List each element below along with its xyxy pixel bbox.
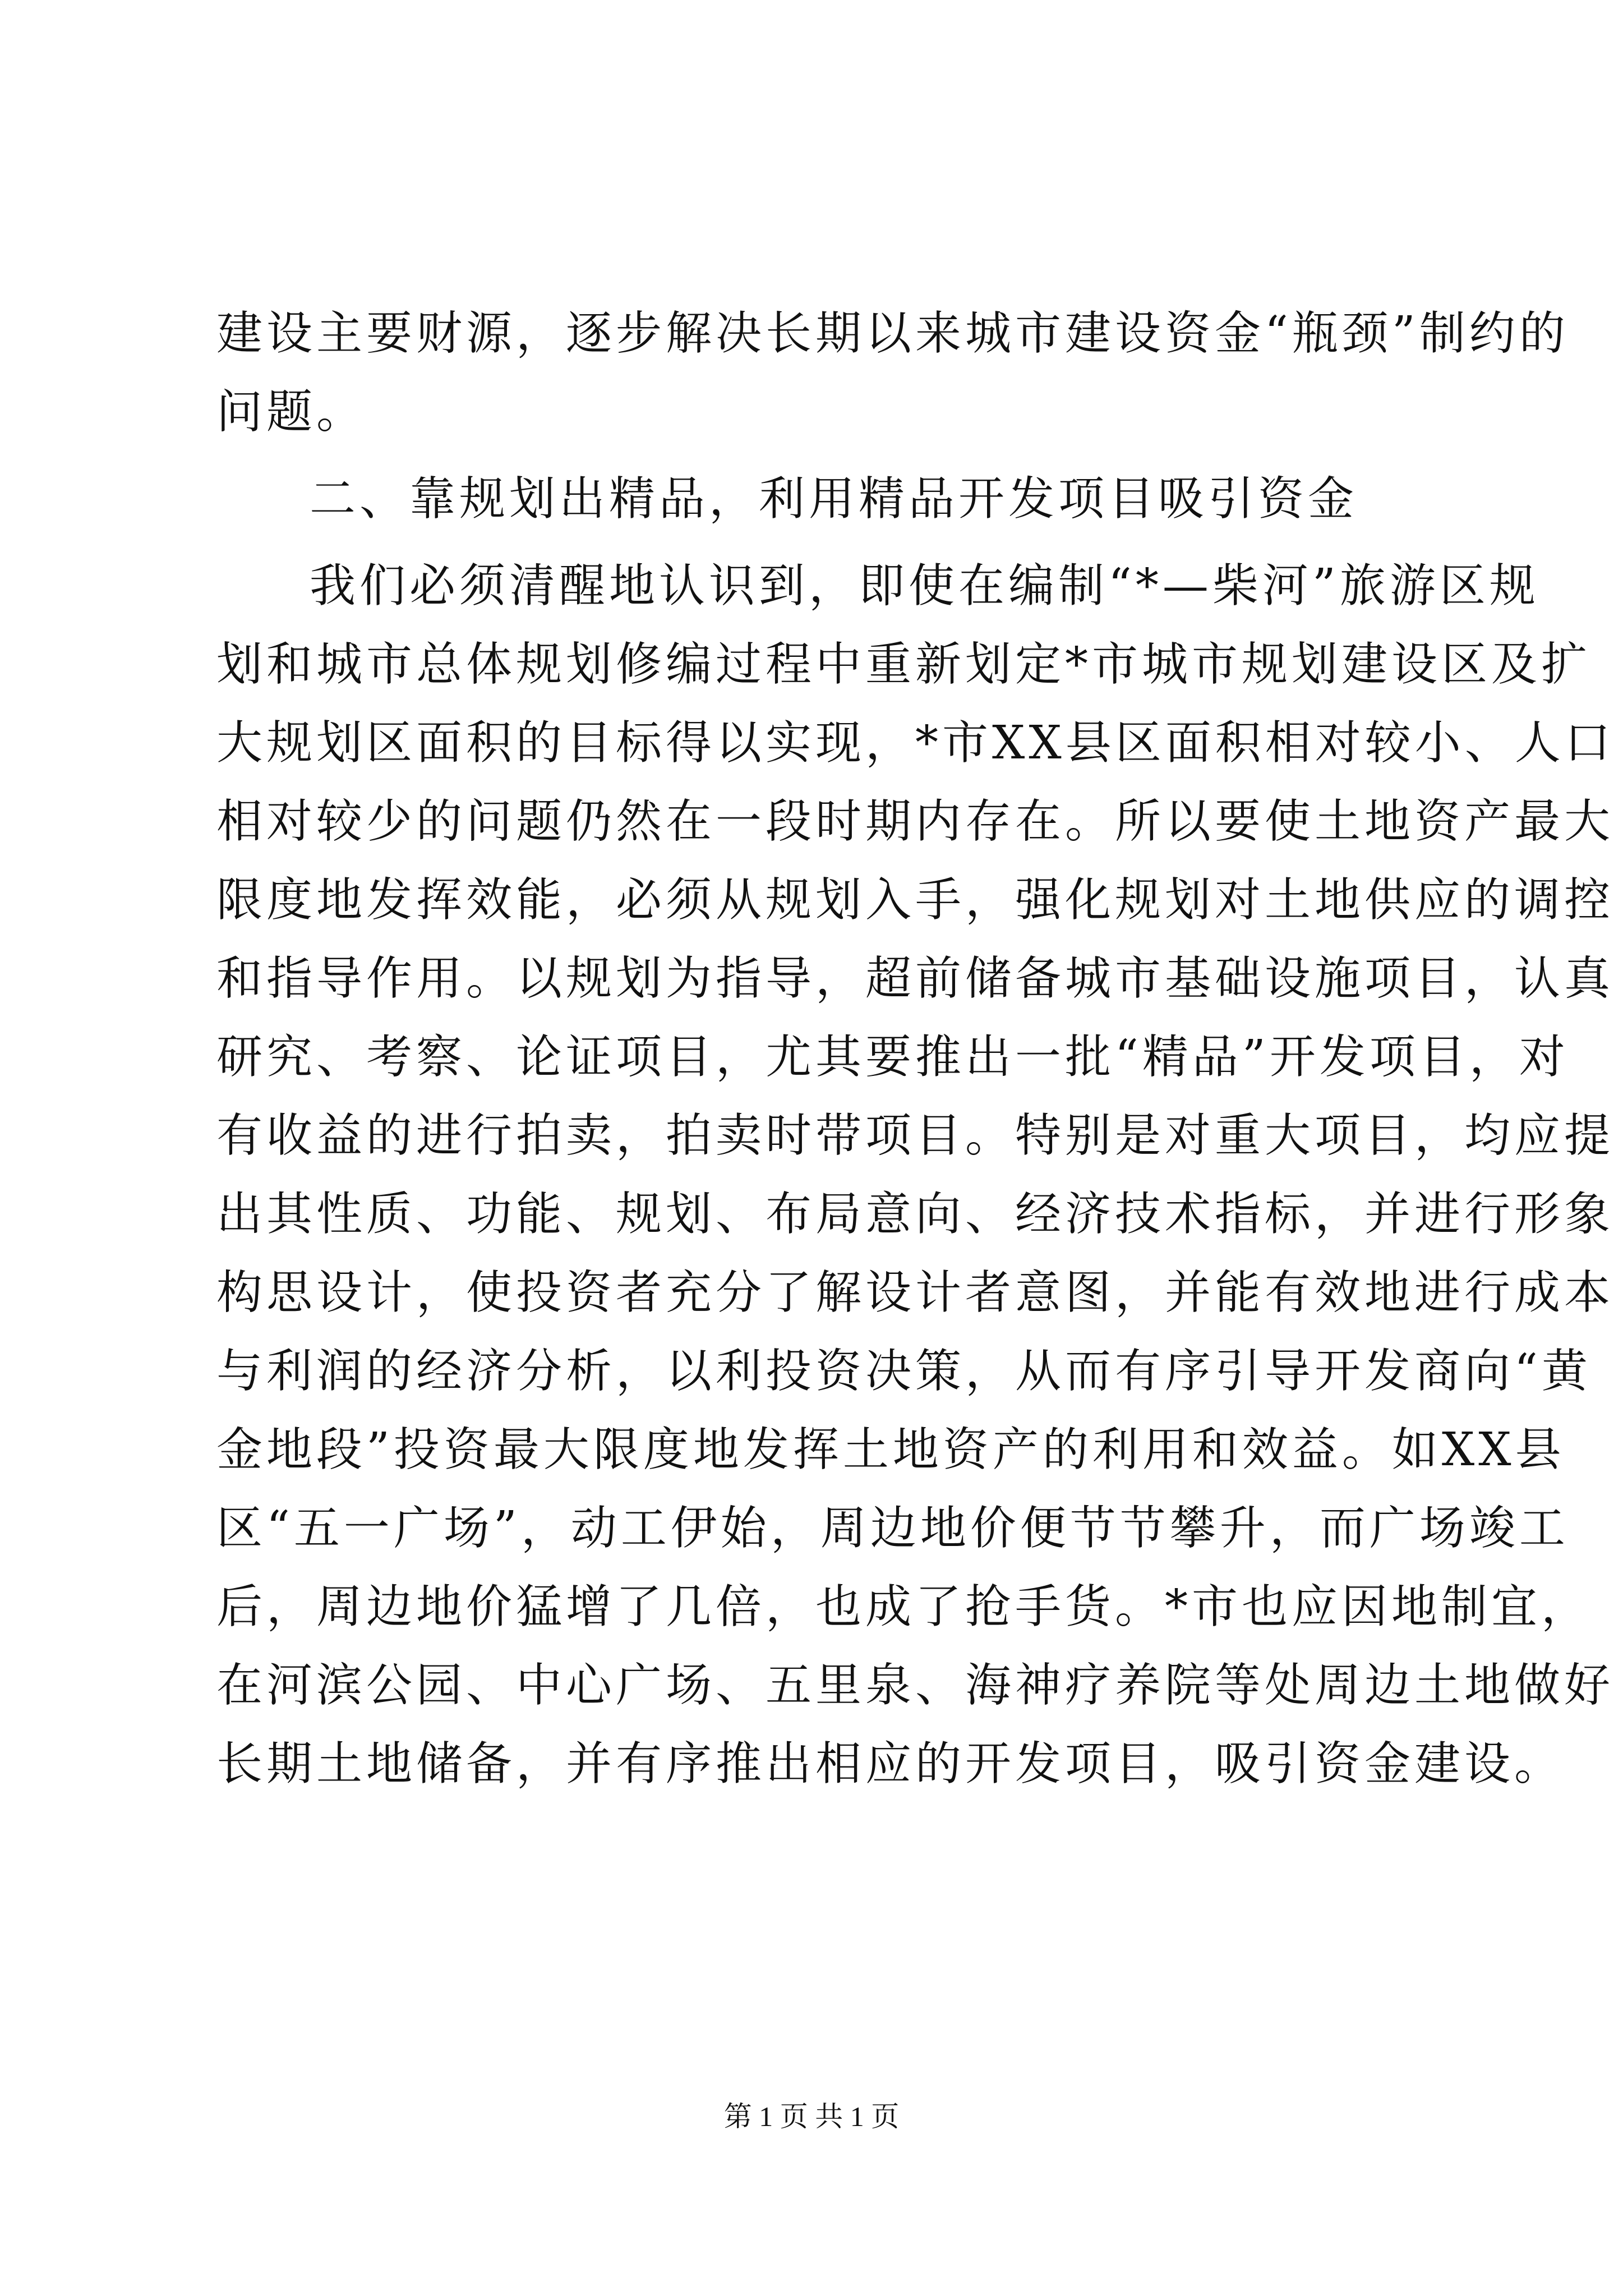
text-line: 研究、考察、论证项目，尤其要推出一批“精品”开发项目，对 [216,1030,1569,1084]
text-line: 划和城市总体规划修编过程中重新划定*市城市规划建设区及扩 [216,638,1592,691]
text-line: 相对较少的问题仍然在一段时期内存在。所以要使土地资产最大 [216,795,1615,848]
text-line: 和指导作用。以规划为指导，超前储备城市基础设施项目，认真 [216,952,1615,1005]
text-line: 问题。 [216,385,367,439]
text-line: 构思设计，使投资者充分了解设计者意图，并能有效地进行成本 [216,1266,1615,1319]
page-footer: 第 1 页 共 1 页 [723,2101,900,2132]
text-line: 有收益的进行拍卖，拍卖时带项目。特别是对重大项目，均应提 [216,1109,1615,1162]
text-line: 建设主要财源，逐步解决长期以来城市建设资金“瓶颈”制约的 [216,307,1569,360]
text-line: 大规划区面积的目标得以实现，*市XX县区面积相对较小、人口 [216,716,1615,770]
text-line: 后，周边地价猛增了几倍，也成了抢手货。*市也应因地制宜， [216,1580,1592,1634]
text-line: 长期土地储备，并有序推出相应的开发项目，吸引资金建设。 [216,1737,1565,1791]
text-line: 在河滨公园、中心广场、五里泉、海神疗养院等处周边土地做好 [216,1659,1615,1712]
text-line: 出其性质、功能、规划、布局意向、经济技术指标，并进行形象 [216,1188,1615,1241]
text-line: 与利润的经济分析，以利投资决策，从而有序引导开发商向“黄 [216,1345,1592,1398]
text-line: 金地段”投资最大限度地发挥土地资产的利用和效益。如XX县 [216,1423,1565,1476]
text-line: 区“五一广场”，动工伊始，周边地价便节节攀升，而广场竣工 [216,1502,1569,1555]
paragraph-first-line: 我们必须清醒地认识到，即使在编制“*—柴河”旅游区规 [310,559,1539,613]
section-heading: 二、靠规划出精品，利用精品开发项目吸引资金 [310,472,1358,526]
text-line: 限度地发挥效能，必须从规划入手，强化规划对土地供应的调控 [216,873,1615,927]
